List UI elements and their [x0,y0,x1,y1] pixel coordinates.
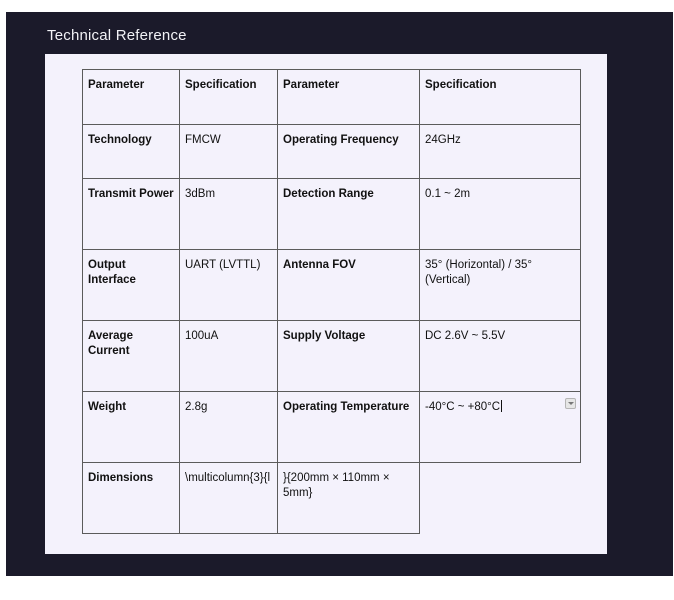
table-cell[interactable]: 100uA [180,321,278,392]
table-header-row [83,70,581,125]
table-header-cell[interactable]: Specification [180,70,278,125]
table-empty-cell [420,463,581,534]
app-window [6,12,673,576]
content-panel [45,54,607,554]
table-row [83,321,581,392]
table-cell[interactable]: Operating Temperature [278,392,420,463]
table-cell[interactable]: 2.8g [180,392,278,463]
table-row [83,179,581,250]
table-cell[interactable]: DC 2.6V ~ 5.5V [420,321,581,392]
table-cell[interactable]: 35° (Horizontal) / 35° (Vertical) [420,250,581,321]
table-cell[interactable]: FMCW [180,125,278,179]
table-cell[interactable]: Technology [83,125,180,179]
table-cell[interactable]: Transmit Power [83,179,180,250]
table-row [83,463,581,534]
table-cell-editing[interactable] [420,392,581,463]
table-cell[interactable]: 3dBm [180,179,278,250]
table-cell[interactable]: 0.1 ~ 2m [420,179,581,250]
text-caret [501,400,502,412]
table-cell[interactable]: Output Interface [83,250,180,321]
table-cell[interactable]: Operating Frequency [278,125,420,179]
table-header-cell[interactable]: Parameter [278,70,420,125]
table-cell[interactable]: }{200mm × 110mm × 5mm} [278,463,420,534]
table-cell[interactable]: \multicolumn{3}{l [180,463,278,534]
table-cell[interactable]: Antenna FOV [278,250,420,321]
dropdown-arrow-icon[interactable] [565,398,576,409]
spec-table [82,69,581,534]
table-cell[interactable]: Weight [83,392,180,463]
table-header-cell[interactable]: Parameter [83,70,180,125]
table-header-cell[interactable]: Specification [420,70,581,125]
cell-text: -40°C ~ +80°C [425,401,501,413]
table-cell[interactable]: UART (LVTTL) [180,250,278,321]
page-title: Technical Reference [47,27,187,44]
table-row [83,250,581,321]
table-cell[interactable]: Average Current [83,321,180,392]
table-cell[interactable]: Supply Voltage [278,321,420,392]
table-row [83,125,581,179]
table-cell[interactable]: Dimensions [83,463,180,534]
table-row [83,392,581,463]
table-cell[interactable]: 24GHz [420,125,581,179]
table-cell[interactable]: Detection Range [278,179,420,250]
